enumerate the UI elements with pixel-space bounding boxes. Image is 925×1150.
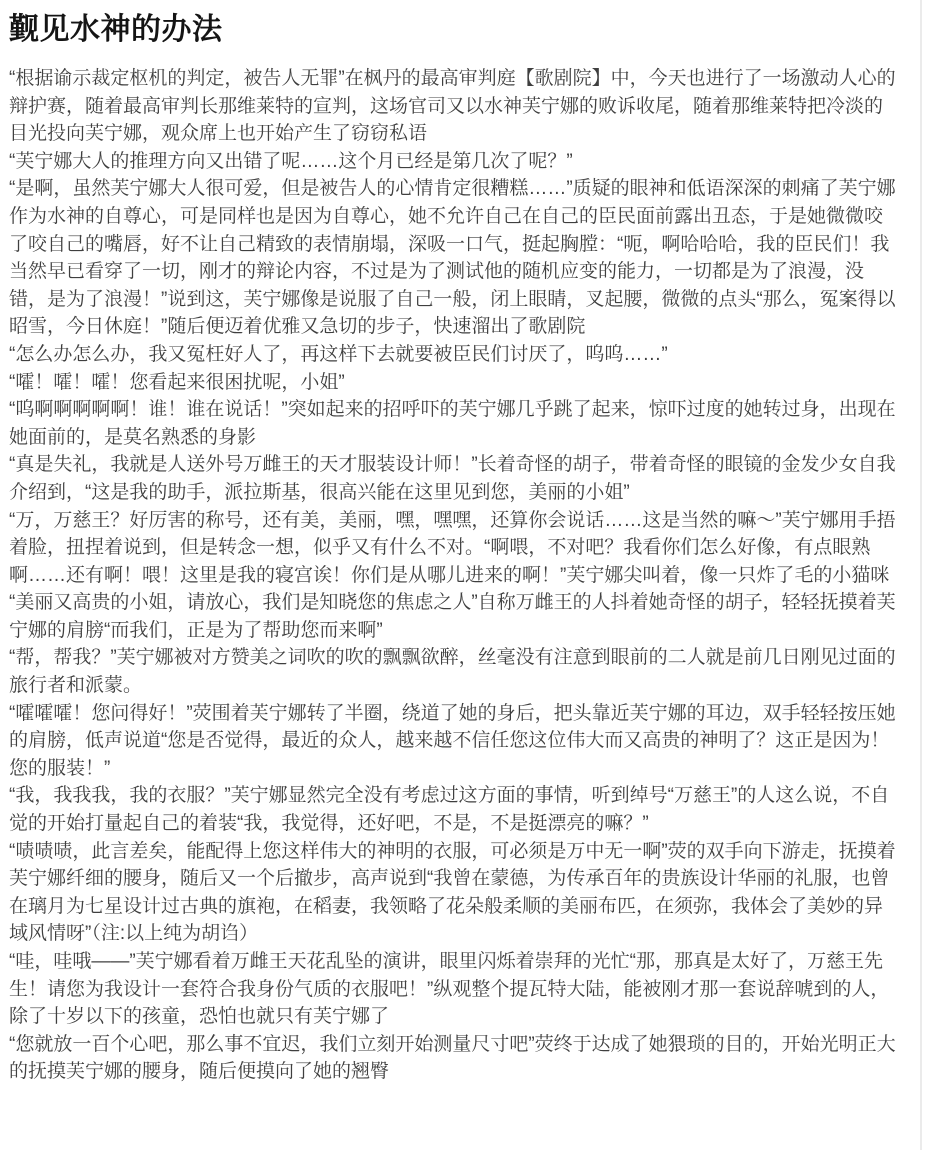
paragraph: “嚯！嚯！嚯！您看起来很困扰呢，小姐” [9, 371, 345, 393]
paragraph: “嚯嚯嚯！您问得好！”荧围着芙宁娜转了半圈，绕道了她的身后，把头靠近芙宁娜的耳边，双手轻轻按压她的肩膀，低声说道“您是否觉得，最近的众人，越来越不信任您这位伟大而又高贵的神明了？这正是因为！您的服装！” [9, 702, 896, 779]
page-title: 觐见水神的办法 [9, 13, 223, 46]
paragraph: “怎么办怎么办，我又冤枉好人了，再这样下去就要被臣民们讨厌了，呜呜……” [9, 343, 668, 365]
paragraph: “美丽又高贵的小姐，请放心，我们是知晓您的焦虑之人”自称万雌王的人抖着她奇怪的胡子，轻轻抚摸着芙宁娜的肩膀“而我们，正是为了帮助您而来啊” [9, 592, 896, 641]
paragraph: “帮，帮我？”芙宁娜被对方赞美之词吹的吹的飘飘欲醉，丝毫没有注意到眼前的二人就是前几日刚见过面的旅行者和派蒙。 [9, 647, 896, 697]
article-body [9, 65, 901, 1086]
paragraph: “是啊，虽然芙宁娜大人很可爱，但是被告人的心情肯定很糟糕……”质疑的眼神和低语深深的刺痛了芙宁娜作为水神的自尊心，可是同样也是因为自尊心，她不允许自己在自己的臣民面前露出丑态，于是她微微咬了咬自己的嘴唇，好不让自己精致的表情崩塌，深吸一口气，挺起胸膛：“呃，啊哈哈哈，我的臣民们！我当然早已看穿了一切，刚才的辩论内容，不过是为了测试他的随机应变的能力，一切都是为了浪漫，没错，是为了浪漫！”说到这，芙宁娜像是说服了自己一般，闭上眼睛，叉起腰，微微的点头“那么，冤案得以昭雪，今日休庭！”随后便迈着优雅又急切的步子，快速溜出了歌剧院 [9, 178, 896, 338]
paragraph: “根据谕示裁定枢机的判定，被告人无罪”在枫丹的最高审判庭【歌剧院】中，今天也进行了一场激动人心的辩护赛，随着最高审判长那维莱特的宣判，这场官司又以水神芙宁娜的败诉收尾，随着那维莱特把冷淡的目光投向芙宁娜，观众席上也开始产生了窃窃私语 [9, 68, 896, 145]
scrollbar-track[interactable] [920, 0, 922, 1150]
paragraph: “您就放一百个心吧，那么事不宜迟，我们立刻开始测量尺寸吧”荧终于达成了她猥琐的目的，开始光明正大的抚摸芙宁娜的腰身，随后便摸向了她的翘臀 [9, 1033, 896, 1083]
paragraph: “我，我我我，我的衣服？”芙宁娜显然完全没有考虑过这方面的事情，听到绰号“万慈王”的人这么说，不自觉的开始打量起自己的着装“我，我觉得，还好吧，不是，不是挺漂亮的嘛？” [9, 785, 890, 835]
paragraph: “万，万慈王？好厉害的称号，还有美，美丽，嘿，嘿嘿，还算你会说话……这是当然的嘛～”芙宁娜用手捂着脸，扭捏着说到，但是转念一想，似乎又有什么不对。“啊喂，不对吧？我看你们怎么好像，有点眼熟啊……还有啊！喂！这里是我的寝宫诶！你们是从哪儿进来的啊！”芙宁娜尖叫着，像一只炸了毛的小猫咪 [9, 509, 896, 586]
paragraph: “芙宁娜大人的推理方向又出错了呢……这个月已经是第几次了呢？” [9, 150, 573, 172]
paragraph: “啧啧啧，此言差矣，能配得上您这样伟大的神明的衣服，可必须是万中无一啊”荧的双手向下游走，抚摸着芙宁娜纤细的腰身，随后又一个后撤步，高声说到“我曾在蒙德，为传承百年的贵族设计华丽的礼服，也曾在璃月为七星设计过古典的旗袍，在稻妻，我领略了花朵般柔顺的美丽布匹，在须弥，我体会了美妙的异域风情呀”（注:以上纯为胡诌） [9, 840, 896, 945]
paragraph: “真是失礼，我就是人送外号万雌王的天才服装设计师！”长着奇怪的胡子，带着奇怪的眼镜的金发少女自我介绍到，“这是我的助手，派拉斯基，很高兴能在这里见到您，美丽的小姐” [9, 454, 896, 503]
paragraph: “哇，哇哦——”芙宁娜看着万雌王天花乱坠的演讲，眼里闪烁着崇拜的光忙“那，那真是太好了，万慈王先生！请您为我设计一套符合我身份气质的衣服吧！”纵观整个提瓦特大陆，能被刚才那一套说辞唬到的人，除了十岁以下的孩童，恐怕也就只有芙宁娜了 [9, 951, 890, 1028]
paragraph: “呜啊啊啊啊啊！谁！谁在说话！”突如起来的招呼吓的芙宁娜几乎跳了起来，惊吓过度的她转过身，出现在她面前的，是莫名熟悉的身影 [9, 399, 896, 448]
